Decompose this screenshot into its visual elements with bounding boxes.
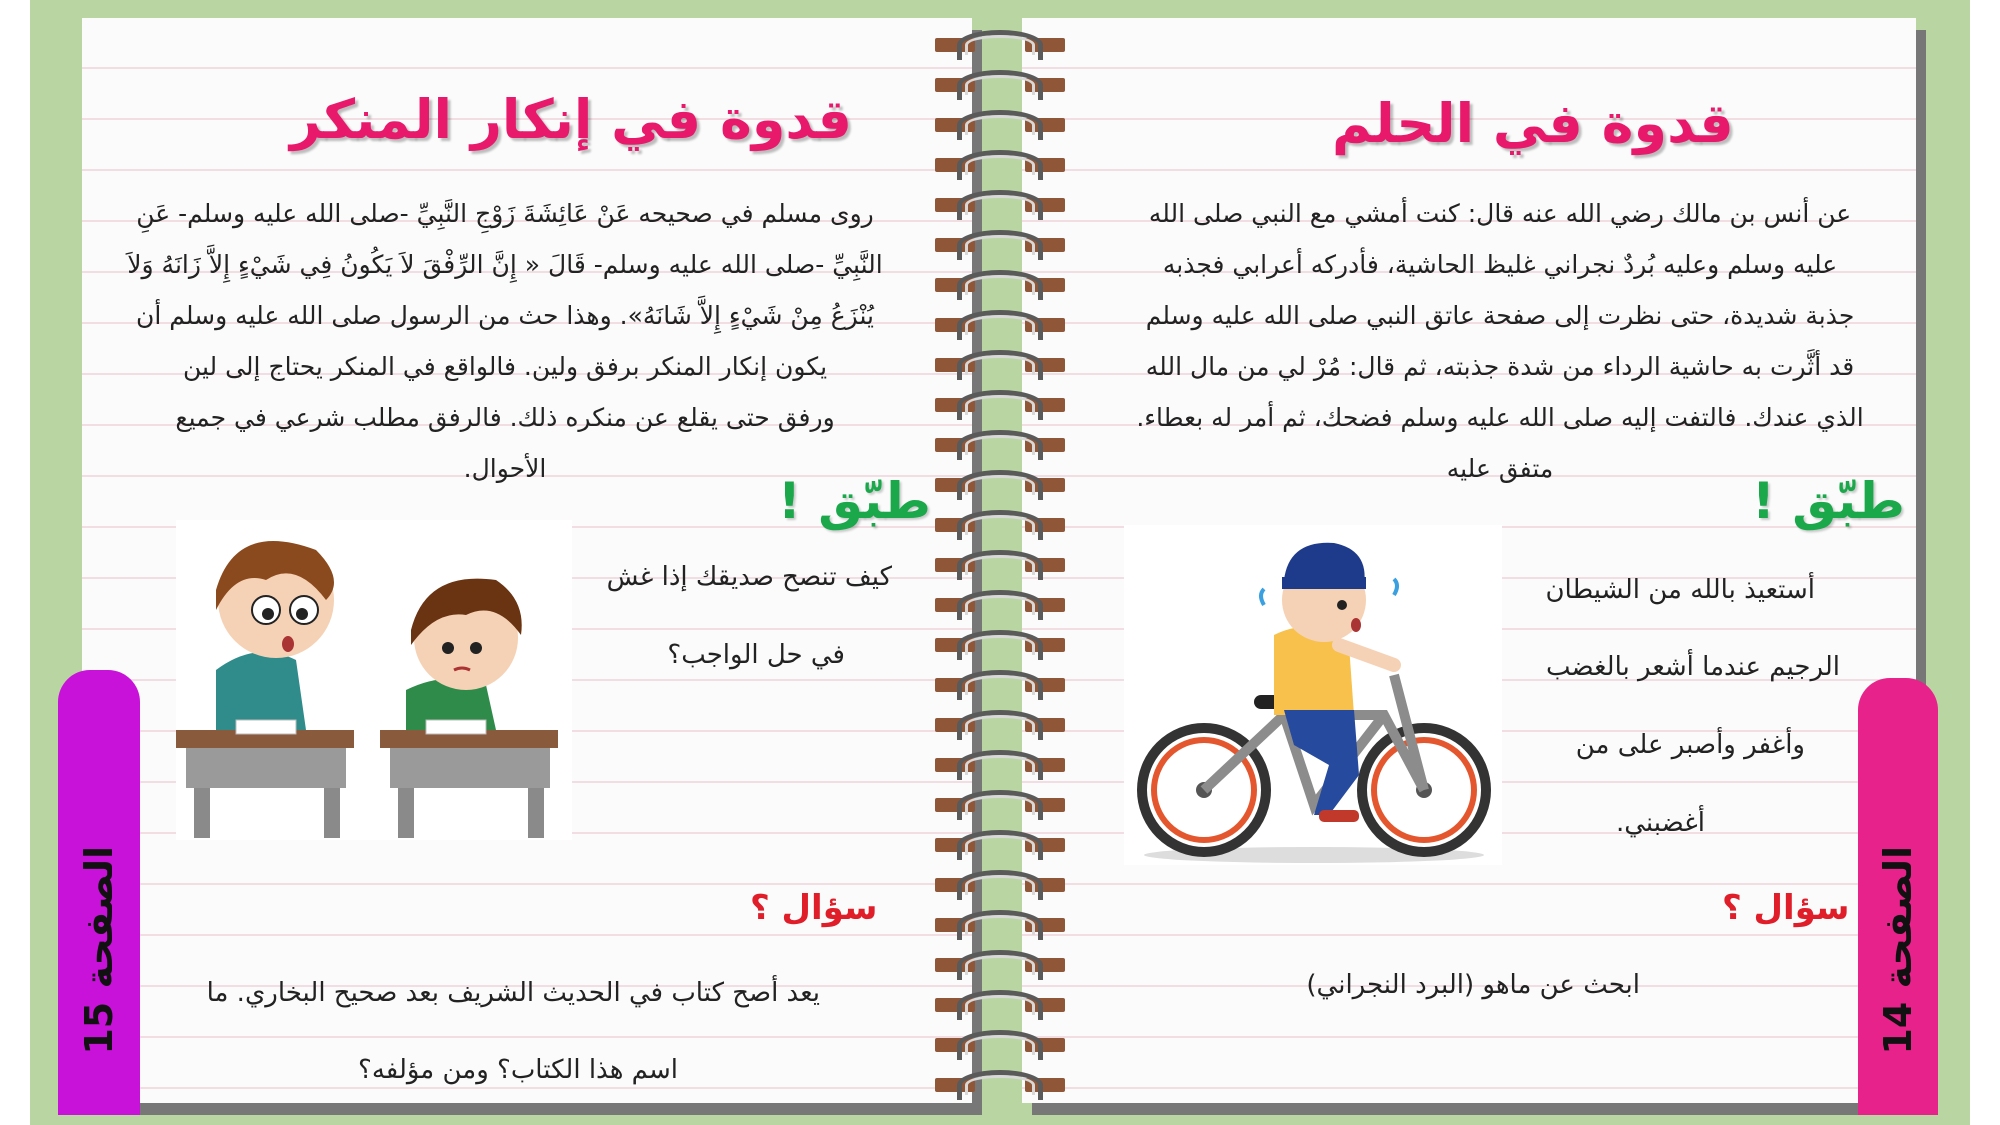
spiral-ring <box>935 268 1065 302</box>
spiral-ring <box>935 508 1065 542</box>
spiral-ring <box>935 988 1065 1022</box>
left-body-line: الأحوال. <box>463 454 547 483</box>
right-body-line: متفق عليه <box>1446 454 1554 483</box>
left-question-heading: سؤال ؟ <box>750 888 878 928</box>
spiral-ring <box>935 68 1065 102</box>
left-body-line: ورفق حتى يقلع عن منكره ذلك. فالرفق مطلب شرعي في جميع <box>175 403 835 432</box>
spiral-ring <box>935 708 1065 742</box>
right-question-line: ابحث عن ماهو (البرد النجراني) <box>1306 970 1640 1000</box>
spiral-ring <box>935 388 1065 422</box>
left-body-text <box>100 188 910 494</box>
spiral-ring <box>935 948 1065 982</box>
page-number-tab-right <box>1858 678 1938 1115</box>
left-apply-heading: طبّق ! <box>778 472 931 530</box>
left-apply-line: كيف تنصح صديقك إذا غش <box>606 562 892 592</box>
spiral-ring <box>935 148 1065 182</box>
spiral-ring <box>935 668 1065 702</box>
right-body-line: عن أنس بن مالك رضي الله عنه قال: كنت أمشي مع النبي صلى الله <box>1148 199 1852 228</box>
right-body-line: عليه وسلم وعليه بُردٌ نجراني غليظ الحاشية، فأدركه أعرابي فجذبه <box>1162 250 1838 279</box>
right-apply-line: أستعيذ بالله من الشيطان <box>1545 575 1815 605</box>
left-apply-line: في حل الواجب؟ <box>667 640 845 670</box>
page-number-label: الصفحة 15 <box>77 846 121 1055</box>
spiral-ring <box>935 108 1065 142</box>
spiral-ring <box>935 588 1065 622</box>
spiral-ring <box>935 188 1065 222</box>
right-apply-heading: طبّق ! <box>1752 472 1905 530</box>
right-apply-line: الرجيم عندما أشعر بالغضب <box>1546 652 1840 682</box>
right-body-line: الذي عندك. فالتفت إليه صلى الله عليه وسلم فضحك، ثم أمر له بعطاء. <box>1136 403 1864 432</box>
spiral-ring <box>935 308 1065 342</box>
spiral-ring <box>935 748 1065 782</box>
left-question-line: اسم هذا الكتاب؟ ومن مؤلفه؟ <box>358 1055 678 1085</box>
spiral-ring <box>935 1068 1065 1102</box>
spiral-ring <box>935 348 1065 382</box>
spiral-ring <box>935 868 1065 902</box>
right-apply-line: أغضبني. <box>1616 808 1705 838</box>
spiral-binding <box>935 28 1065 1113</box>
spiral-ring <box>935 228 1065 262</box>
right-question-heading: سؤال ؟ <box>1722 888 1850 928</box>
spiral-ring <box>935 828 1065 862</box>
right-body-line: قد أثَّرت به حاشية الرداء من شدة جذبته، ثم قال: مُرْ لي من مال الله <box>1145 352 1855 381</box>
left-body-line: روى مسلم في صحيحه عَنْ عَائِشَةَ زَوْجِ النَّبِيِّ -صلى الله عليه وسلم- عَنِ <box>136 199 874 228</box>
spiral-ring <box>935 908 1065 942</box>
page-number-label: الصفحة 14 <box>1876 846 1920 1055</box>
left-body-line: يكون إنكار المنكر برفق ولين. فالواقع في المنكر يحتاج إلى لين <box>182 352 828 381</box>
spiral-ring <box>935 1028 1065 1062</box>
left-body-line: النَّبِيِّ -صلى الله عليه وسلم- قَالَ « إِنَّ الرِّفْقَ لاَ يَكُونُ فِي شَيْءٍ إِلاَّ زَانَهُ وَلاَ <box>127 250 883 279</box>
left-question-line: يعد أصح كتاب في الحديث الشريف بعد صحيح البخاري. ما <box>206 978 820 1008</box>
students-at-desks-illustration <box>176 520 572 840</box>
spiral-ring <box>935 548 1065 582</box>
right-apply-line: وأغفر وأصبر على من <box>1575 730 1805 760</box>
left-page-title: قدوة في إنكار المنكر <box>290 88 852 151</box>
left-body-line: يُنْزَعُ مِنْ شَيْءٍ إِلاَّ شَانَهُ». وهذا حث من الرسول صلى الله عليه وسلم أن <box>136 301 874 330</box>
boy-on-bicycle-illustration <box>1124 525 1502 865</box>
spiral-ring <box>935 428 1065 462</box>
spiral-ring <box>935 628 1065 662</box>
right-page-title: قدوة في الحلم <box>1332 92 1734 155</box>
spiral-ring <box>935 788 1065 822</box>
right-body-text <box>1100 188 1900 494</box>
spiral-ring <box>935 28 1065 62</box>
page-number-tab-left <box>58 670 140 1115</box>
spiral-ring <box>935 468 1065 502</box>
right-body-line: جذبة شديدة، حتى نظرت إلى صفحة عاتق النبي صلى الله عليه وسلم <box>1145 301 1855 330</box>
